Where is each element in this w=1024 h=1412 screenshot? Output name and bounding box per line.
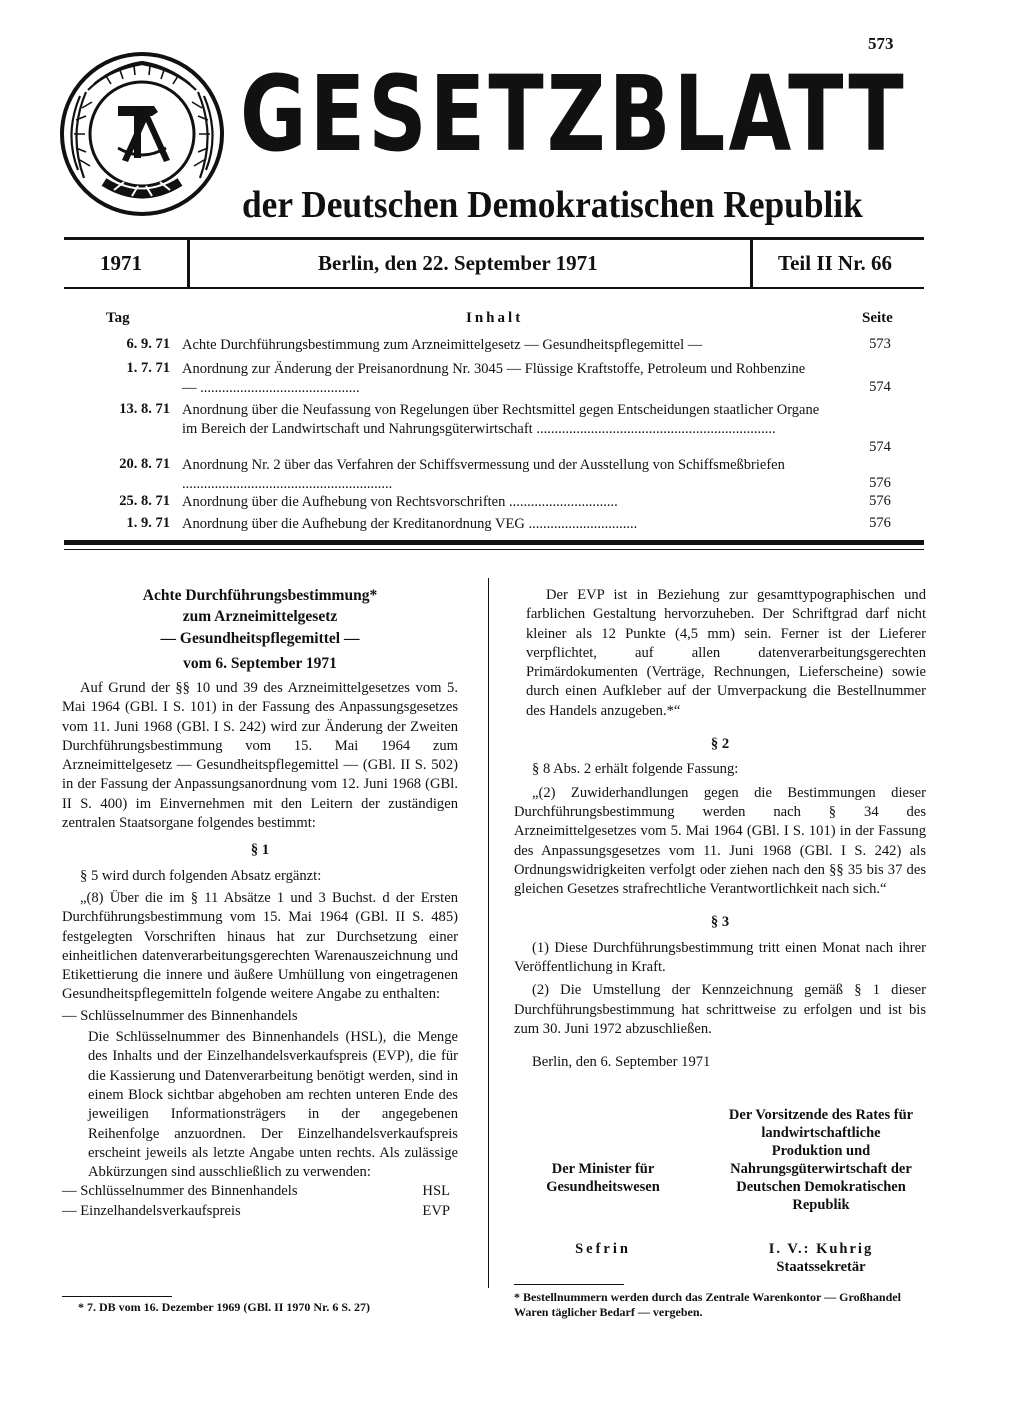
abbreviation-row	[62, 1202, 458, 1222]
toc-date: 13. 8. 71	[119, 401, 170, 417]
right-footnote: * Bestellnummern werden durch das Zentrale Warenkontor — Großhandel Waren täglicher Bedarf — vergeben.	[514, 1290, 901, 1319]
ordinance-title-4: vom 6. September 1971	[183, 655, 337, 672]
toc-title: Anordnung über die Aufhebung von Rechtsvorschriften ..............................	[182, 494, 618, 510]
left-column	[62, 586, 458, 1222]
signed-place-date: Berlin, den 6. September 1971	[532, 1054, 711, 1071]
toc-header-date: Tag	[106, 310, 130, 326]
issue-year: 1971	[100, 251, 142, 275]
toc-title: Anordnung Nr. 2 über das Verfahren der Schiffsvermessung und der Ausstellung von Schiffsmeßbriefen ..........................................................	[182, 457, 785, 492]
section-2-intro: § 8 Abs. 2 erhält folgende Fassung:	[532, 761, 739, 778]
issue-place-date: Berlin, den 22. September 1971	[318, 251, 598, 275]
abbreviation-value: EVP	[422, 1203, 450, 1220]
ordinance-title-1: Achte Durchführungsbestimmung*	[142, 587, 378, 604]
left-footnote: * 7. DB vom 16. Dezember 1969 (GBl. II 1970 Nr. 6 S. 27)	[78, 1300, 370, 1314]
toc-title: Anordnung zur Änderung der Preisanordnung Nr. 3045 — Flüssige Kraftstoffe, Petroleum und Rohbenzine — ............................................	[182, 361, 806, 396]
signature-left-name: Sefrin	[575, 1241, 631, 1257]
toc-bottom-rule-thick	[64, 540, 924, 545]
issue-bar-bottom-rule	[64, 287, 924, 289]
toc-date: 20. 8. 71	[119, 456, 170, 472]
ordinance-title-3: — Gesundheitspflegemittel —	[160, 630, 360, 647]
column-divider	[488, 578, 489, 1288]
toc-page: 576	[869, 515, 891, 531]
preamble: Auf Grund der §§ 10 und 39 des Arzneimittelgesetzes vom 5. Mai 1964 (GBl. I S. 101) in der Fassung des Anpassungsgesetzes vom 11. Juni 1968 (GBl. I S. 242) wird zur Änderung der Zweiten Durchführungsbestimmung vom 15. Mai 1964 zum Arzneimittelgesetz — Gesundheitspflegemittel — (GBl. II S. 502) in der Fassung der Anpassungsanordnung vom 12. Juni 1968 (GBl. II S. 400) im Einvernehmen mit den Leitern der zuständigen zentralen Staatsorgane folgendes bestimmt:	[62, 680, 458, 832]
section-1-item: — Schlüsselnummer des Binnenhandels	[62, 1007, 298, 1024]
issue-part-number: Teil II Nr. 66	[778, 251, 892, 275]
toc-bottom-rule-thin	[64, 549, 924, 550]
masthead-title: GESETZBLATT	[240, 53, 907, 175]
ordinance-title-2: zum Arzneimittelgesetz	[182, 608, 338, 625]
masthead-subtitle: der Deutschen Demokratischen Republik	[242, 184, 863, 226]
toc-date: 1. 9. 71	[126, 515, 170, 531]
toc-page: 574	[869, 439, 891, 455]
toc-page: 576	[869, 475, 891, 491]
toc-title: Anordnung über die Neufassung von Regelungen über Rechtsmittel gegen Entscheidungen staatlicher Organe im Bereich der Landwirtschaft und Nahrungsgüterwirtschaft ..................................................................	[182, 402, 820, 437]
section-1-intro: § 5 wird durch folgenden Absatz ergänzt:	[80, 867, 322, 884]
abbreviation-label: — Einzelhandelsverkaufspreis	[62, 1203, 241, 1220]
abbreviation-value: HSL	[422, 1183, 450, 1200]
page-number: 573	[868, 34, 894, 53]
section-2-text: „(2) Zuwiderhandlungen gegen die Bestimmungen dieser Durchführungsbestimmung werden nach § 34 des Arzneimittelgesetzes vom 5. Mai 1964 (GBl. I S. 101) in der Fassung des Anpassungsgesetzes vom 11. Juni 1968 (GBl. I S. 242) als Ordnungswidrigkeiten verfolgt oder ziehen nach den §§ 35 bis 37 des gleichen Gesetzes strafrechtliche Verantwortlichkeit nach sich.“	[514, 784, 926, 898]
signature-right-role: Staatssekretär	[776, 1259, 866, 1275]
toc-header-title: Inhalt	[466, 310, 524, 326]
abbreviation-row	[62, 1182, 458, 1202]
toc-date: 1. 7. 71	[126, 360, 170, 376]
toc-page: 576	[869, 493, 891, 509]
right-column	[514, 586, 926, 1073]
left-footnote-rule	[62, 1296, 172, 1297]
section-3-heading: § 3	[710, 914, 730, 931]
signature-right-title: Der Vorsitzende des Rates für landwirtschaftliche Produktion und Nahrungsgüterwirtschaft der Deutschen Demokratischen Republik	[728, 1107, 914, 1213]
section-1-continuation: Der EVP ist in Beziehung zur gesamttypographischen und farblichen Gestaltung hervorzuheben. Der Schriftgrad darf nicht kleiner als 12 Punkte (4,5 mm) sein. Ferner ist der Lieferer verpflichtet, auf allen datenverarbeitungsgerechten Primärdokumenten (Verträge, Rechnungen, Lieferscheine) sowie durch einen Aufkleber auf der Umverpackung die Bestellnummer des Handels anzugeben.*“	[526, 587, 926, 719]
toc-page: 574	[869, 379, 891, 395]
section-1-heading: § 1	[250, 842, 270, 859]
toc-date: 6. 9. 71	[126, 336, 170, 352]
section-3-paragraph-1: (1) Diese Durchführungsbestimmung tritt einen Monat nach ihrer Veröffentlichung in Kraft.	[514, 939, 926, 976]
issue-bar-divider-right	[750, 240, 753, 288]
signature-left-title: Der Minister für Gesundheitswesen	[546, 1161, 660, 1195]
right-footnote-rule	[514, 1284, 624, 1285]
issue-bar-divider-left	[187, 240, 190, 288]
toc-title: Anordnung über die Aufhebung der Kreditanordnung VEG ..............................	[182, 516, 638, 532]
toc-date: 25. 8. 71	[119, 493, 170, 509]
abbreviation-label: — Schlüsselnummer des Binnenhandels	[62, 1183, 298, 1200]
toc-page: 573	[869, 336, 891, 352]
section-1-paragraph-8: „(8) Über die im § 11 Absätze 1 und 3 Buchst. d der Ersten Durchführungsbestimmung vom 15. Mai 1964 (GBl. II S. 485) festgelegten Vorschriften hinaus hat zur Durchsetzung einer einheitlichen datenverarbeitungsgerechten Warenauszeichnung und Etikettierung die innere und äußere Umhüllung von eingetragenen Gesundheitspflegemitteln folgende weitere Angabe zu enthalten:	[62, 889, 458, 1003]
signature-right-name: I. V.: Kuhrig	[768, 1241, 874, 1257]
section-2-heading: § 2	[710, 736, 730, 753]
section-1-detail: Die Schlüsselnummer des Binnenhandels (HSL), die Menge des Inhalts und der Einzelhandelsverkaufspreis (EVP), die für die Kassierung und Datenverarbeitung benötigt werden, sind in einem Block sichtbar abgehoben am rechten unteren Ende des jeweiligen Informationsträgers in der angegebenen Reihenfolge anzuordnen. Der Einzelhandelsverkaufspreis erscheint jeweils als letzte Angabe unten rechts. Als zulässige Abkürzungen sind ausschließlich zu verwenden:	[88, 1029, 458, 1181]
toc-title: Achte Durchführungsbestimmung zum Arzneimittelgesetz — Gesundheitspflegemittel —	[182, 337, 703, 353]
toc-header-page: Seite	[862, 310, 893, 326]
issue-bar-top-rule	[64, 237, 924, 240]
gdr-state-emblem-icon	[58, 50, 226, 218]
section-3-paragraph-2: (2) Die Umstellung der Kennzeichnung gemäß § 1 dieser Durchführungsbestimmung hat schrittweise zu erfolgen und ist bis zum 30. Juni 1972 abzuschließen.	[514, 982, 926, 1037]
